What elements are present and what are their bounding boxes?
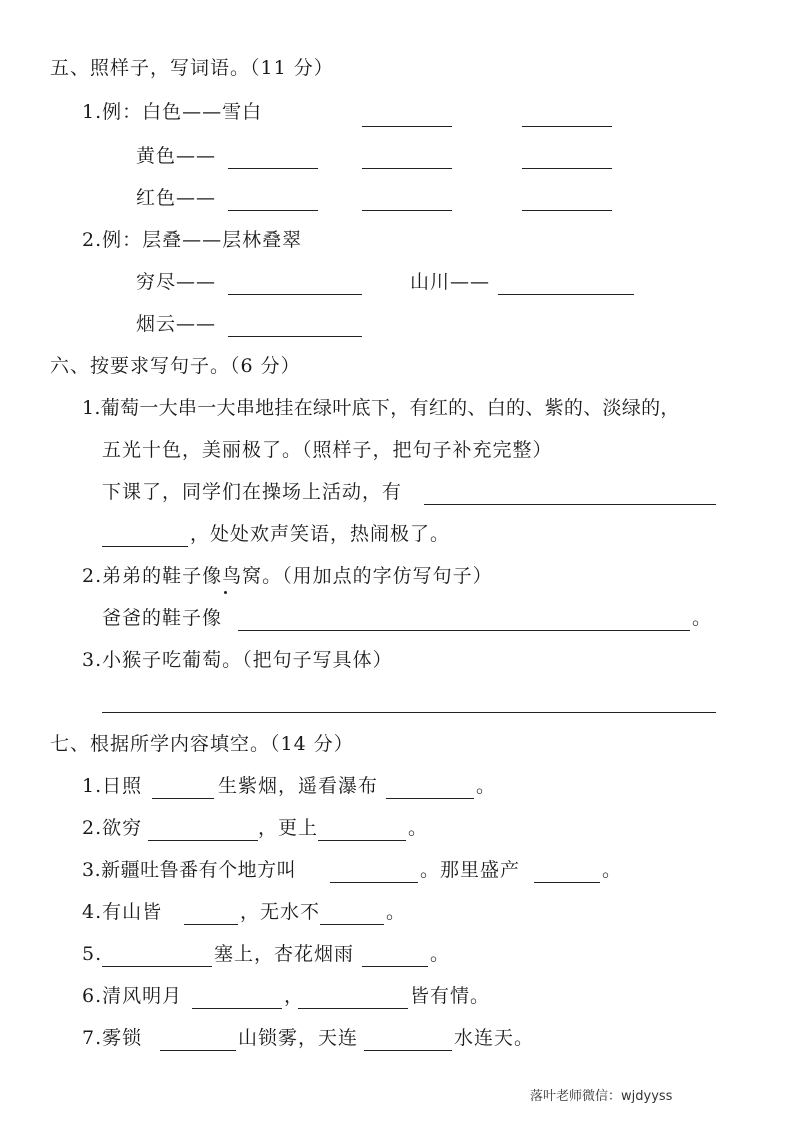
s6-q2-line-1: 2.弟弟的鞋子像鸟窝。（用加点的字仿写句子） [82, 565, 493, 587]
s7-q5-part-a: 5. [82, 943, 103, 965]
s7-q4-part-b: ，无水不 [240, 901, 321, 923]
s5-q1-ex-blank-1[interactable] [362, 126, 452, 127]
s6-q1-line-4: ，处处欢声笑语，热闹极了。 [190, 523, 451, 545]
s7-q3-blank-2[interactable] [534, 882, 600, 883]
section-7-title: 七、根据所学内容填空。（14 分） [50, 733, 354, 755]
section-6-title: 六、按要求写句子。（6 分） [50, 355, 301, 377]
s7-q6-blank-2[interactable] [298, 1008, 408, 1009]
s5-q2-item-b-label: 山川—— [410, 271, 491, 293]
s7-q7-part-c: 水连天。 [454, 1027, 535, 1049]
s7-q7-blank-2[interactable] [364, 1050, 452, 1051]
s7-q7-blank-1[interactable] [160, 1050, 236, 1051]
s7-q2-part-a: 2.欲穷 [82, 817, 143, 839]
section-5-title: 五、照样子，写词语。（11 分） [50, 57, 334, 79]
s7-q6-part-c: 皆有情。 [410, 985, 491, 1007]
s7-q5-blank-2[interactable] [362, 966, 428, 967]
s7-q3-part-a: 3.新疆吐鲁番有个地方叫 [82, 859, 297, 881]
s7-q6-part-b: ， [284, 985, 305, 1007]
s7-q1-part-a: 1.日照 [82, 775, 143, 797]
s7-q3-blank-1[interactable] [330, 882, 418, 883]
s6-q2-end-mark: 。 [692, 607, 713, 629]
s7-q1-part-b: 生紫烟，遥看瀑布 [218, 775, 379, 797]
s7-q2-blank-2[interactable] [318, 840, 406, 841]
s7-q4-blank-1[interactable] [184, 924, 238, 925]
s7-q3-part-b: 。那里盛产 [420, 859, 521, 881]
s7-q2-part-c: 。 [408, 817, 429, 839]
s5-q1-row-b-blank-2[interactable] [362, 210, 452, 211]
s5-q1-row-a-blank-3[interactable] [522, 168, 612, 169]
s7-q7-part-b: 山锁雾，天连 [238, 1027, 359, 1049]
s5-q1-row-a-blank-2[interactable] [362, 168, 452, 169]
s6-q2-line-2: 爸爸的鞋子像 [102, 607, 223, 629]
s7-q1-part-c: 。 [476, 775, 497, 797]
s7-q5-part-b: 塞上，杏花烟雨 [214, 943, 355, 965]
s5-q2-example: 2.例：层叠——层林叠翠 [82, 229, 303, 251]
s7-q1-blank-2[interactable] [386, 798, 474, 799]
s5-q1-row-a-blank-1[interactable] [228, 168, 318, 169]
s5-q2-item-c-blank[interactable] [228, 336, 362, 337]
s5-q2-item-b-blank[interactable] [498, 294, 634, 295]
s7-q4-part-a: 4.有山皆 [82, 901, 163, 923]
s6-q3-blank[interactable] [102, 712, 716, 713]
emphasis-dot-icon [224, 591, 227, 594]
s7-q6-part-a: 6.清风明月 [82, 985, 183, 1007]
s7-q6-blank-1[interactable] [192, 1008, 282, 1009]
s6-q2-blank[interactable] [238, 630, 690, 631]
s5-q1-row-b-label: 红色—— [136, 187, 217, 209]
s5-q1-row-b-blank-1[interactable] [228, 210, 318, 211]
s6-q1-line-2: 五光十色，美丽极了。（照样子，把句子补充完整） [102, 439, 553, 461]
footer-contact: 落叶老师微信：wjdyyss [530, 1089, 673, 1104]
s7-q2-blank-1[interactable] [148, 840, 258, 841]
s7-q5-part-c: 。 [430, 943, 451, 965]
s5-q2-item-a-label: 穷尽—— [136, 271, 217, 293]
s6-q1-line-3: 下课了，同学们在操场上活动，有 [102, 481, 403, 503]
s6-q1-blank-2[interactable] [102, 546, 188, 547]
s5-q1-row-a-label: 黄色—— [136, 145, 217, 167]
s5-q1-row-b-blank-3[interactable] [522, 210, 612, 211]
s5-q2-item-c-label: 烟云—— [136, 313, 217, 335]
s5-q1-example: 1.例：白色——雪白 [82, 101, 263, 123]
s7-q4-blank-2[interactable] [320, 924, 384, 925]
s7-q3-part-c: 。 [602, 859, 623, 881]
s7-q4-part-c: 。 [386, 901, 407, 923]
s7-q5-blank-1[interactable] [102, 966, 212, 967]
s6-q3-line-1: 3.小猴子吃葡萄。（把句子写具体） [82, 649, 393, 671]
s7-q2-part-b: ，更上 [258, 817, 319, 839]
s6-q1-line-1: 1.葡萄一大串一大串地挂在绿叶底下，有红的、白的、紫的、淡绿的， [82, 397, 680, 419]
s5-q2-item-a-blank[interactable] [228, 294, 362, 295]
s7-q7-part-a: 7.雾锁 [82, 1027, 143, 1049]
s5-q1-ex-blank-2[interactable] [522, 126, 612, 127]
s6-q1-blank-1[interactable] [424, 504, 716, 505]
s7-q1-blank-1[interactable] [152, 798, 214, 799]
